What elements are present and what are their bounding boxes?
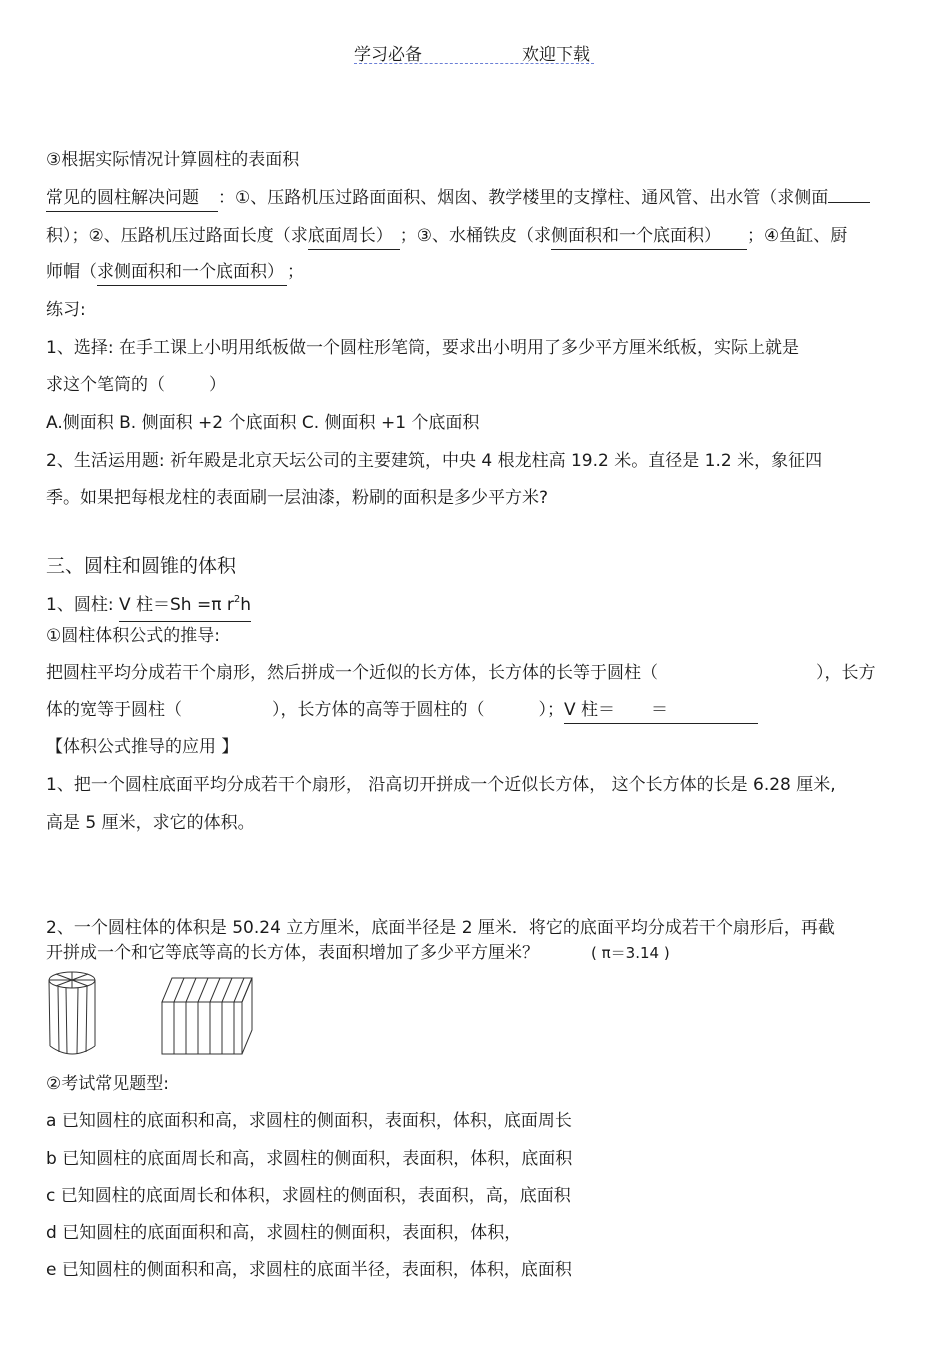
approx-cuboid-figure (162, 978, 252, 1054)
app-q1-line1: 1、把一个圆柱底面平均分成若干个扇形， 沿高切开拼成一个近似长方体， 这个长方体的长是 6.28 厘米, (46, 775, 836, 795)
section-3-title: 三、圆柱和圆锥的体积 (46, 555, 237, 577)
common-text-2e: ；④鱼缸、厨 (747, 226, 848, 246)
common-text-3b: 求侧面积和一个底面积） (97, 260, 287, 286)
formula-h: h (240, 595, 251, 615)
common-text-1: ①、压路机压过路面面积、烟囱、教学楼里的支撑柱、通风管、出水管（求侧面 (235, 188, 829, 208)
practice-q1-line1: 1、选择: 在手工课上小明用纸板做一个圆柱形笔筒，要求出小明用了多少平方厘米纸板，实际上就是 (46, 338, 799, 358)
application-title: 【体积公式推导的应用 】 (46, 737, 239, 757)
common-text-2d: 侧面积和一个底面积） (551, 224, 747, 250)
app-q2-text: 开拼成一个和它等底等高的长方体，表面积增加了多少平方厘米？ (46, 943, 539, 963)
formula-underlined (119, 593, 251, 622)
practice-q1-stem: 求这个笔筒的（ (46, 375, 165, 395)
exam-item-e: e 已知圆柱的侧面积和高，求圆柱的底面半径，表面积，体积，底面积 (46, 1260, 572, 1280)
derive-line-1 (46, 661, 876, 685)
exam-item-c: c 已知圆柱的底面周长和体积，求圆柱的侧面积，表面积，高，底面积 (46, 1186, 571, 1206)
sliced-cylinder-figure (49, 972, 95, 1054)
derive-1a: 把圆柱平均分成若干个扇形，然后拼成一个近似的长方体，长方体的长等于圆柱（ (46, 663, 658, 683)
common-line-3 (46, 260, 304, 286)
derive-2b: ），长方体的高等于圆柱的（ (272, 700, 485, 720)
header-right: 欢迎下载 (522, 45, 590, 65)
common-label: 常见的圆柱解决问题 (46, 186, 218, 212)
derive-line-2 (46, 698, 758, 724)
practice-q1-options: A.侧面积 B. 侧面积 +2 个底面积 C. 侧面积 +1 个底面积 (46, 413, 480, 433)
practice-q2-line1: 2、生活运用题: 祈年殿是北京天坛公司的主要建筑，中央 4 根龙柱高 19.2 米。直径是 1.2 米，象征四 (46, 451, 823, 471)
app-q2-line2 (46, 941, 670, 965)
derive-title: ①圆柱体积公式的推导: (46, 626, 220, 646)
derive-formula (564, 698, 758, 724)
common-line-1 (46, 186, 870, 212)
derive-2a: 体的宽等于圆柱（ (46, 700, 182, 720)
formula-label: 1、圆柱: (46, 595, 119, 615)
para-surface-area: ③根据实际情况计算圆柱的表面积 (46, 150, 300, 170)
practice-title: 练习: (46, 300, 86, 320)
header-divider (354, 63, 594, 64)
common-text-2c: ；③、水桶铁皮（求 (399, 226, 551, 246)
exam-item-b: b 已知圆柱的底面周长和高，求圆柱的侧面积，表面积，体积，底面积 (46, 1149, 573, 1169)
exam-title: ②考试常见题型: (46, 1074, 169, 1094)
common-text-3c: ； (287, 262, 304, 282)
common-text-2a: 积）；②、压路机压过路面长度（求 (46, 226, 308, 246)
common-text-2b: 底面周长） (308, 224, 400, 250)
derive-2c: ）； (538, 700, 564, 720)
cylinder-cuboid-illustration (44, 968, 264, 1060)
practice-q1-line2 (46, 373, 226, 397)
formula-exponent: 2 (233, 594, 241, 605)
app-q2-pi: ( π＝3.14 ) (591, 944, 670, 962)
exam-item-d: d 已知圆柱的底面面积和高，求圆柱的侧面积，表面积，体积， (46, 1223, 522, 1243)
derive-1b: ），长方 (816, 663, 876, 683)
common-text-3a: 师帽（ (46, 262, 97, 282)
blank (828, 202, 870, 203)
cylinder-formula (46, 593, 251, 622)
practice-q2-line2: 季。如果把每根龙柱的表面刷一层油漆，粉刷的面积是多少平方米? (46, 488, 549, 508)
common-colon: ： (218, 188, 235, 208)
derive-2d: V 柱＝ (564, 700, 616, 720)
header-left: 学习必备 (354, 45, 422, 65)
practice-q1-close: ） (209, 375, 226, 395)
common-line-2 (46, 224, 847, 250)
exam-item-a: a 已知圆柱的底面积和高，求圆柱的侧面积，表面积，体积，底面周长 (46, 1111, 572, 1131)
app-q2-line1: 2、一个圆柱体的体积是 50.24 立方厘米，底面半径是 2 厘米．将它的底面平均分成若干个扇形后，再截 (46, 918, 835, 938)
derive-2e: ＝ (651, 700, 669, 720)
app-q1-line2: 高是 5 厘米，求它的体积。 (46, 813, 255, 833)
formula-main: V 柱＝Sh =π r (118, 595, 234, 615)
